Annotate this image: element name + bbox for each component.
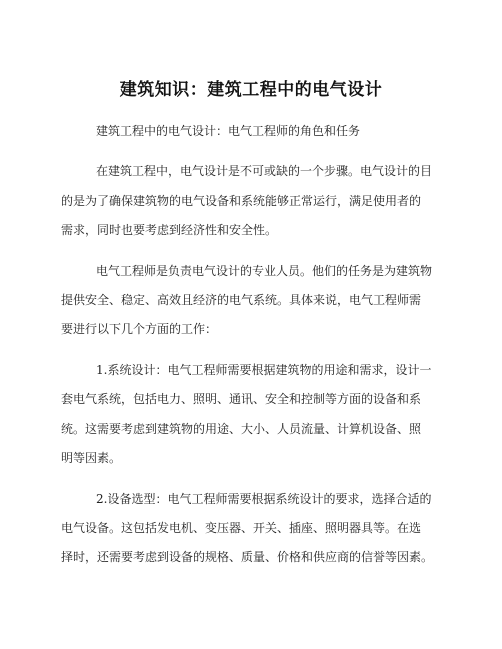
paragraph-4-line-1: 2.设备选型：电气工程师需要根据系统设计的要求，选择合适的 xyxy=(96,492,432,506)
document-title: 建筑知识：建筑工程中的电气设计 xyxy=(119,80,383,100)
paragraph-1-line-2: 的是为了确保建筑物的电气设备和系统能够正常运行，满足使用者的 xyxy=(61,194,422,208)
paragraph-4-line-3: 择时，还需要考虑到设备的规格、质量、价格和供应商的信誉等因素。 xyxy=(61,550,434,564)
paragraph-3-line-4: 明等因素。 xyxy=(61,451,122,465)
paragraph-3-line-1: 1.系统设计：电气工程师需要根据建筑物的用途和需求，设计一 xyxy=(96,363,432,377)
paragraph-2-line-1: 电气工程师是负责电气设计的专业人员。他们的任务是为建筑物 xyxy=(96,264,433,278)
paragraph-2-line-3: 要进行以下几个方面的工作： xyxy=(61,322,218,336)
paragraph-1-line-3: 需求，同时也要考虑到经济性和安全性。 xyxy=(61,223,278,237)
paragraph-3-line-2: 套电气系统，包括电力、照明、通讯、安全和控制等方面的设备和系 xyxy=(61,392,422,406)
subtitle: 建筑工程中的电气设计：电气工程师的角色和任务 xyxy=(96,124,361,138)
paragraph-2-line-2: 提供安全、稳定、高效且经济的电气系统。具体来说，电气工程师需 xyxy=(61,293,422,307)
paragraph-1-line-1: 在建筑工程中，电气设计是不可或缺的一个步骤。电气设计的目 xyxy=(96,164,433,178)
paragraph-4-line-2: 电气设备。这包括发电机、变压器、开关、插座、照明器具等。在选 xyxy=(61,521,422,535)
paragraph-3-line-3: 统。这需要考虑到建筑物的用途、大小、人员流量、计算机设备、照 xyxy=(61,422,422,436)
